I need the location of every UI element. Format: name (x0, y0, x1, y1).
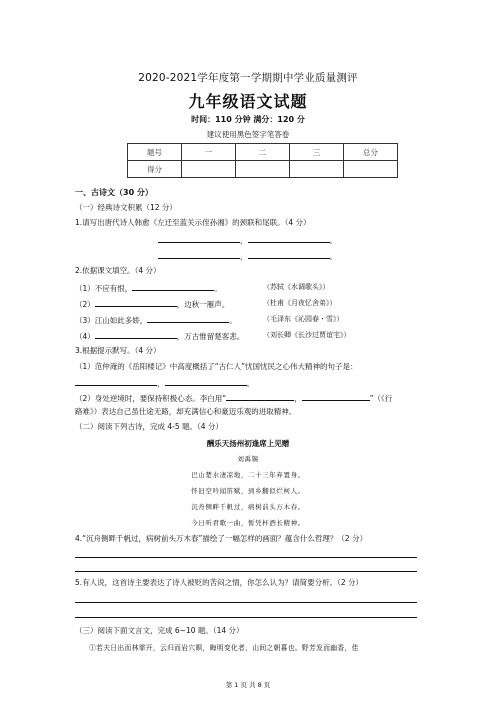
question-4: 4.“沉舟侧畔千帆过，病树前头万木春”描绘了一幅怎样的画面？蕴含什么哲理？（2 分） (75, 534, 368, 543)
score-cell: 二 (236, 144, 290, 161)
answer-blank[interactable] (302, 392, 370, 401)
answer-blank[interactable] (226, 392, 294, 401)
answer-blank[interactable] (158, 234, 240, 243)
fill-item: （2） ，边秋一雁声。 (75, 300, 230, 309)
question-5: 5.有人说，这首诗主要表达了诗人被贬的苦闷之情，你怎么认为？请简要分析。（2 分） (75, 578, 364, 587)
answer-blank[interactable] (147, 314, 229, 323)
answer-line-row: ， 。 (158, 234, 337, 246)
poem-line: 巴山楚水凄凉地，二十三年弃置身。 (191, 471, 305, 479)
question-3-2-cont: 路难》）表达自己虽仕途无路，却充满信心和豪迈乐观的进取精神。 (75, 407, 297, 416)
score-cell: 题号 (128, 144, 182, 161)
poem-title: 酬乐天扬州初逢席上见赠 (206, 439, 290, 448)
answer-line[interactable] (75, 617, 417, 618)
section-heading: 一、古诗文（30 分） (75, 188, 153, 197)
passage-text: ①若夫日出而林霏开，云归而岩穴暝，晦明变化者，山间之朝暮也。野芳发而幽香，佳 (89, 644, 359, 652)
score-input-cell[interactable] (182, 161, 236, 178)
poem-line: 沉舟侧畔千帆过，病树前头万木春。 (191, 503, 305, 511)
answer-blank[interactable] (158, 250, 240, 259)
question-2: 2.依据课文填空。（4 分） (75, 266, 161, 275)
answer-blank[interactable] (95, 298, 177, 307)
score-cell: 三 (290, 144, 344, 161)
question-3-2: （2）身处逆境时，要保持积极心态。李白用“ ， ”（《行 (75, 394, 393, 403)
score-cell: 一 (182, 144, 236, 161)
answer-line[interactable] (75, 602, 417, 603)
exam-name: 2020-2021学年度第一学期期中学业质量测评 (138, 72, 358, 84)
time-score-line: 时间：110 分钟 满分：120 分 (191, 115, 305, 124)
score-input-cell[interactable] (344, 161, 398, 178)
answer-line[interactable] (75, 557, 417, 558)
page-footer: 第 1 页 共 8 页 (225, 681, 271, 689)
source-note: （毛泽东《沁园春・雪》） (263, 315, 344, 323)
answer-blank[interactable] (75, 377, 157, 386)
subsection-heading: （二）阅读下列古诗，完成 4-5 题。（4 分） (75, 422, 223, 431)
source-note: （杜甫《月夜忆舍弟》） (263, 299, 337, 307)
pen-note: 建议使用黑色签字笔答卷 (206, 130, 290, 139)
score-cell: 得分 (128, 161, 182, 178)
score-cell: 总分 (344, 144, 398, 161)
answer-blank[interactable] (165, 377, 247, 386)
answer-blank[interactable] (95, 330, 177, 339)
question-3-1: （1）范仲淹的《岳阳楼记》中高度概括了“古仁人”忧国忧民之心伟大精神的句子是： (75, 362, 358, 371)
paper-title: 九年级语文试题 (188, 92, 308, 111)
score-table (127, 143, 398, 178)
score-input-cell[interactable] (290, 161, 344, 178)
score-table-header-row (128, 144, 398, 161)
score-input-cell[interactable] (236, 161, 290, 178)
fill-item: （1）不应有恨， 。 (75, 284, 222, 293)
answer-blank[interactable] (248, 234, 330, 243)
fill-item: （4） ，万古惟留楚客悲。 (75, 332, 245, 341)
source-note: （苏轼《水调歌头》） (263, 283, 330, 291)
answer-line-row: ， 。 (158, 250, 337, 262)
answer-line[interactable] (75, 571, 417, 572)
answer-line-row: ， 。 (75, 377, 254, 389)
answer-blank[interactable] (248, 250, 330, 259)
subsection-heading: （三）阅读下面文言文，完成 6~10 题。（14 分） (75, 626, 244, 635)
source-note: （刘长卿《长沙过贾谊宅》） (263, 331, 351, 339)
question-3: 3.根据提示默写。（4 分） (75, 346, 161, 355)
question-1: 1.请写出唐代诗人韩愈《左迁至蓝关示侄孙湘》的颈联和尾联。（4 分） (75, 218, 311, 227)
poem-author: 刘禹锡 (237, 455, 259, 463)
poem-line: 怀旧空吟闻笛赋，到乡翻似烂柯人。 (191, 487, 305, 495)
fill-item: （3）江山如此多娇， 。 (75, 316, 237, 325)
answer-blank[interactable] (132, 282, 214, 291)
subsection-heading: （一）经典诗文积累（12 分） (75, 203, 177, 212)
score-table-score-row (128, 161, 398, 178)
poem-line: 今日听君歌一曲，暂凭杯酒长精神。 (191, 519, 305, 527)
